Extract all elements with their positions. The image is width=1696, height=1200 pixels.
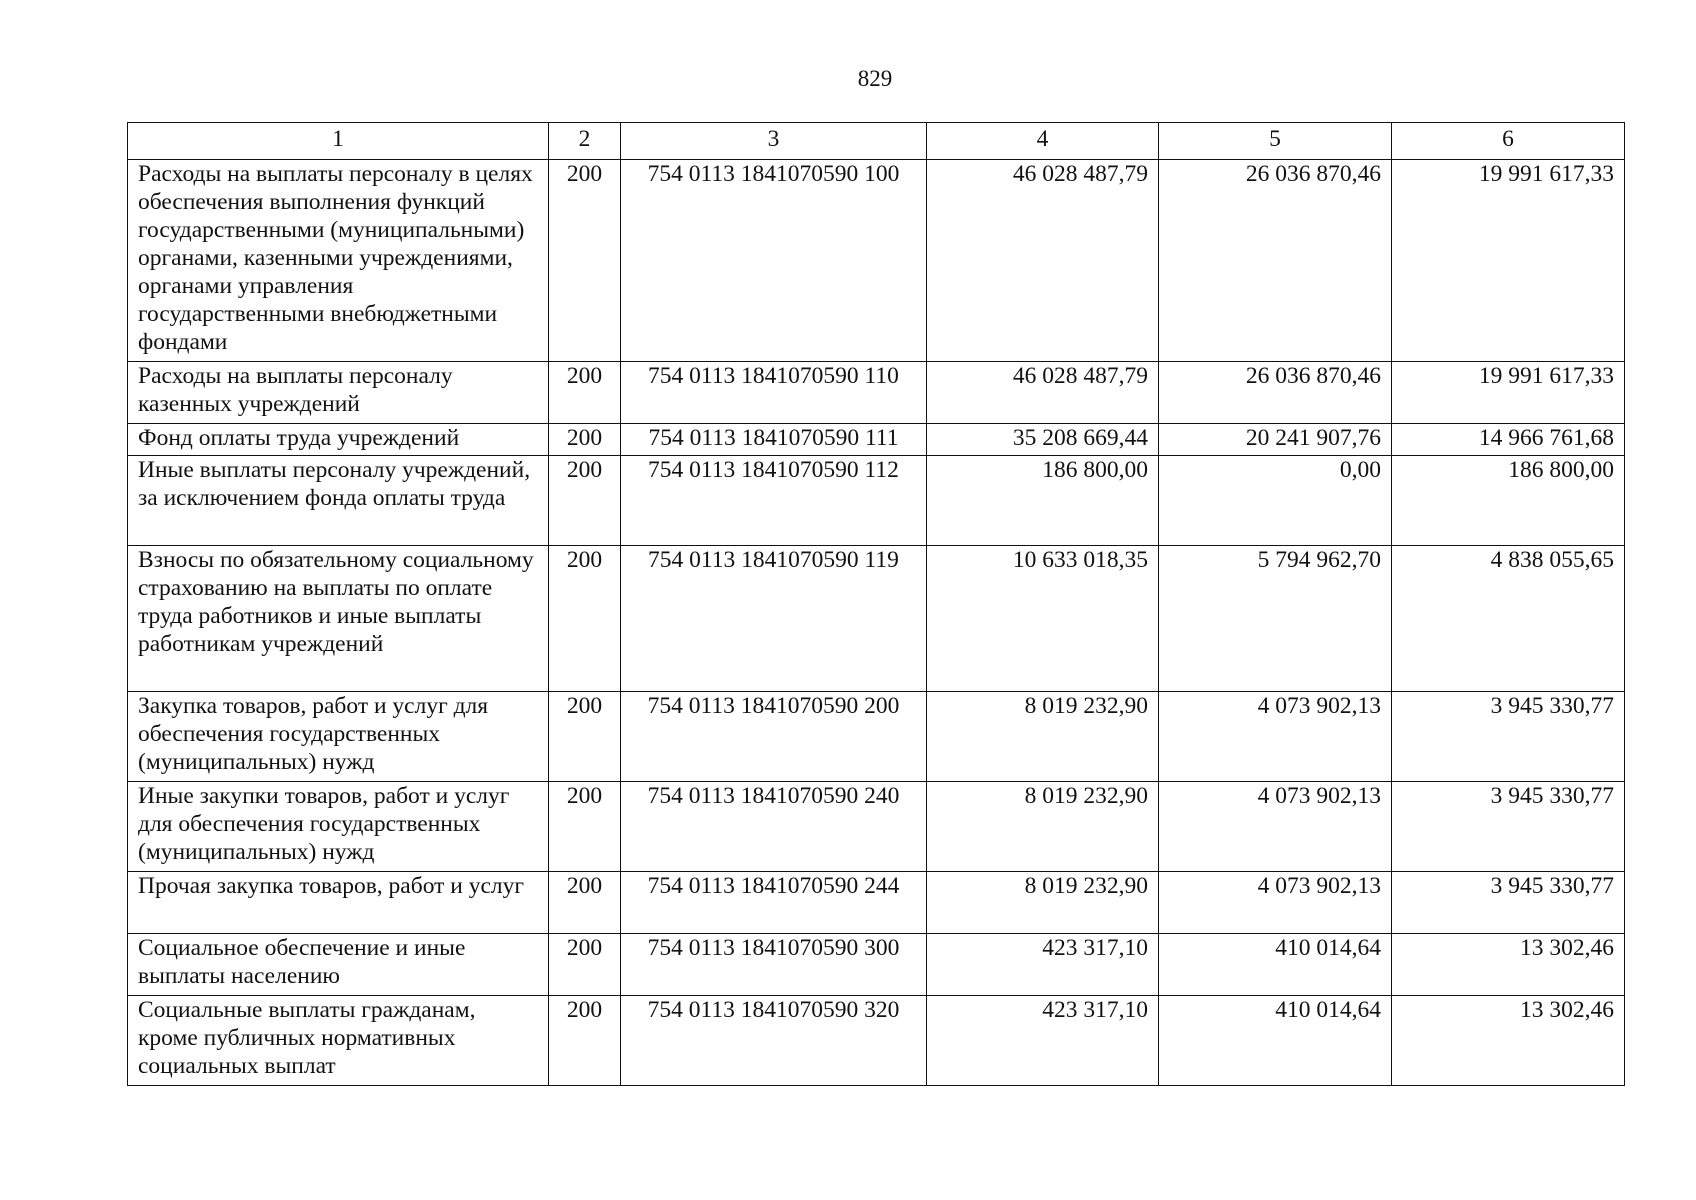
row-code-cell: 200 [549, 692, 621, 782]
row-classification-cell: 754 0113 1841070590 112 [621, 456, 927, 546]
row-classification-cell: 754 0113 1841070590 300 [621, 934, 927, 996]
table-row [128, 362, 1625, 424]
row-col5-cell: 4 073 902,13 [1159, 692, 1392, 782]
row-code-cell: 200 [549, 996, 621, 1086]
budget-table [127, 122, 1625, 1086]
row-col4-cell: 423 317,10 [927, 934, 1159, 996]
row-col5-cell: 410 014,64 [1159, 934, 1392, 996]
row-code-cell: 200 [549, 362, 621, 424]
row-col6-cell: 19 991 617,33 [1392, 362, 1625, 424]
row-name-cell: Социальные выплаты гражданам, кроме публичных нормативных социальных выплат [128, 996, 549, 1086]
row-name-cell: Расходы на выплаты персоналу казенных учреждений [128, 362, 549, 424]
row-col5-cell: 4 073 902,13 [1159, 782, 1392, 872]
column-header-2: 2 [549, 123, 621, 160]
row-col4-cell: 8 019 232,90 [927, 692, 1159, 782]
column-header-1: 1 [128, 123, 549, 160]
row-col6-cell: 19 991 617,33 [1392, 160, 1625, 362]
row-classification-cell: 754 0113 1841070590 240 [621, 782, 927, 872]
row-name-cell: Иные выплаты персоналу учреждений, за исключением фонда оплаты труда [128, 456, 549, 546]
row-name-cell: Фонд оплаты труда учреждений [128, 424, 549, 456]
table-row [128, 546, 1625, 692]
row-col6-cell: 13 302,46 [1392, 934, 1625, 996]
row-col4-cell: 186 800,00 [927, 456, 1159, 546]
row-code-cell: 200 [549, 160, 621, 362]
row-col5-cell: 5 794 962,70 [1159, 546, 1392, 692]
table-row [128, 872, 1625, 934]
row-col4-cell: 423 317,10 [927, 996, 1159, 1086]
table-row [128, 996, 1625, 1086]
row-name-cell: Расходы на выплаты персоналу в целях обеспечения выполнения функций государственными (муниципальными) органами, казенными учреждениями, органами управления государственными внебюджетными фондами [128, 160, 549, 362]
table-row [128, 456, 1625, 546]
row-code-cell: 200 [549, 456, 621, 546]
row-col4-cell: 8 019 232,90 [927, 782, 1159, 872]
row-col5-cell: 20 241 907,76 [1159, 424, 1392, 456]
row-col6-cell: 186 800,00 [1392, 456, 1625, 546]
row-name-cell: Прочая закупка товаров, работ и услуг [128, 872, 549, 934]
row-code-cell: 200 [549, 934, 621, 996]
row-col5-cell: 26 036 870,46 [1159, 362, 1392, 424]
row-col4-cell: 10 633 018,35 [927, 546, 1159, 692]
row-classification-cell: 754 0113 1841070590 244 [621, 872, 927, 934]
table-header-row [128, 123, 1625, 160]
table-row [128, 424, 1625, 456]
row-code-cell: 200 [549, 872, 621, 934]
row-classification-cell: 754 0113 1841070590 119 [621, 546, 927, 692]
column-header-5: 5 [1159, 123, 1392, 160]
row-code-cell: 200 [549, 782, 621, 872]
row-code-cell: 200 [549, 424, 621, 456]
table-row [128, 934, 1625, 996]
table-row [128, 160, 1625, 362]
row-col4-cell: 35 208 669,44 [927, 424, 1159, 456]
row-col6-cell: 3 945 330,77 [1392, 782, 1625, 872]
row-col6-cell: 4 838 055,65 [1392, 546, 1625, 692]
row-col6-cell: 13 302,46 [1392, 996, 1625, 1086]
row-classification-cell: 754 0113 1841070590 110 [621, 362, 927, 424]
row-col6-cell: 14 966 761,68 [1392, 424, 1625, 456]
row-classification-cell: 754 0113 1841070590 320 [621, 996, 927, 1086]
row-name-cell: Социальное обеспечение и иные выплаты населению [128, 934, 549, 996]
column-header-3: 3 [621, 123, 927, 160]
table-row [128, 782, 1625, 872]
row-classification-cell: 754 0113 1841070590 100 [621, 160, 927, 362]
column-header-4: 4 [927, 123, 1159, 160]
row-name-cell: Закупка товаров, работ и услуг для обеспечения государственных (муниципальных) нужд [128, 692, 549, 782]
row-col4-cell: 8 019 232,90 [927, 872, 1159, 934]
row-name-cell: Взносы по обязательному социальному страхованию на выплаты по оплате труда работников и иные выплаты работникам учреждений [128, 546, 549, 692]
row-col4-cell: 46 028 487,79 [927, 160, 1159, 362]
row-col5-cell: 0,00 [1159, 456, 1392, 546]
row-col5-cell: 4 073 902,13 [1159, 872, 1392, 934]
table-row [128, 692, 1625, 782]
row-col4-cell: 46 028 487,79 [927, 362, 1159, 424]
row-col5-cell: 26 036 870,46 [1159, 160, 1392, 362]
row-classification-cell: 754 0113 1841070590 111 [621, 424, 927, 456]
column-header-6: 6 [1392, 123, 1625, 160]
row-name-cell: Иные закупки товаров, работ и услуг для обеспечения государственных (муниципальных) нужд [128, 782, 549, 872]
row-code-cell: 200 [549, 546, 621, 692]
row-col6-cell: 3 945 330,77 [1392, 692, 1625, 782]
page-number: 829 [857, 66, 893, 91]
row-col5-cell: 410 014,64 [1159, 996, 1392, 1086]
row-col6-cell: 3 945 330,77 [1392, 872, 1625, 934]
row-classification-cell: 754 0113 1841070590 200 [621, 692, 927, 782]
